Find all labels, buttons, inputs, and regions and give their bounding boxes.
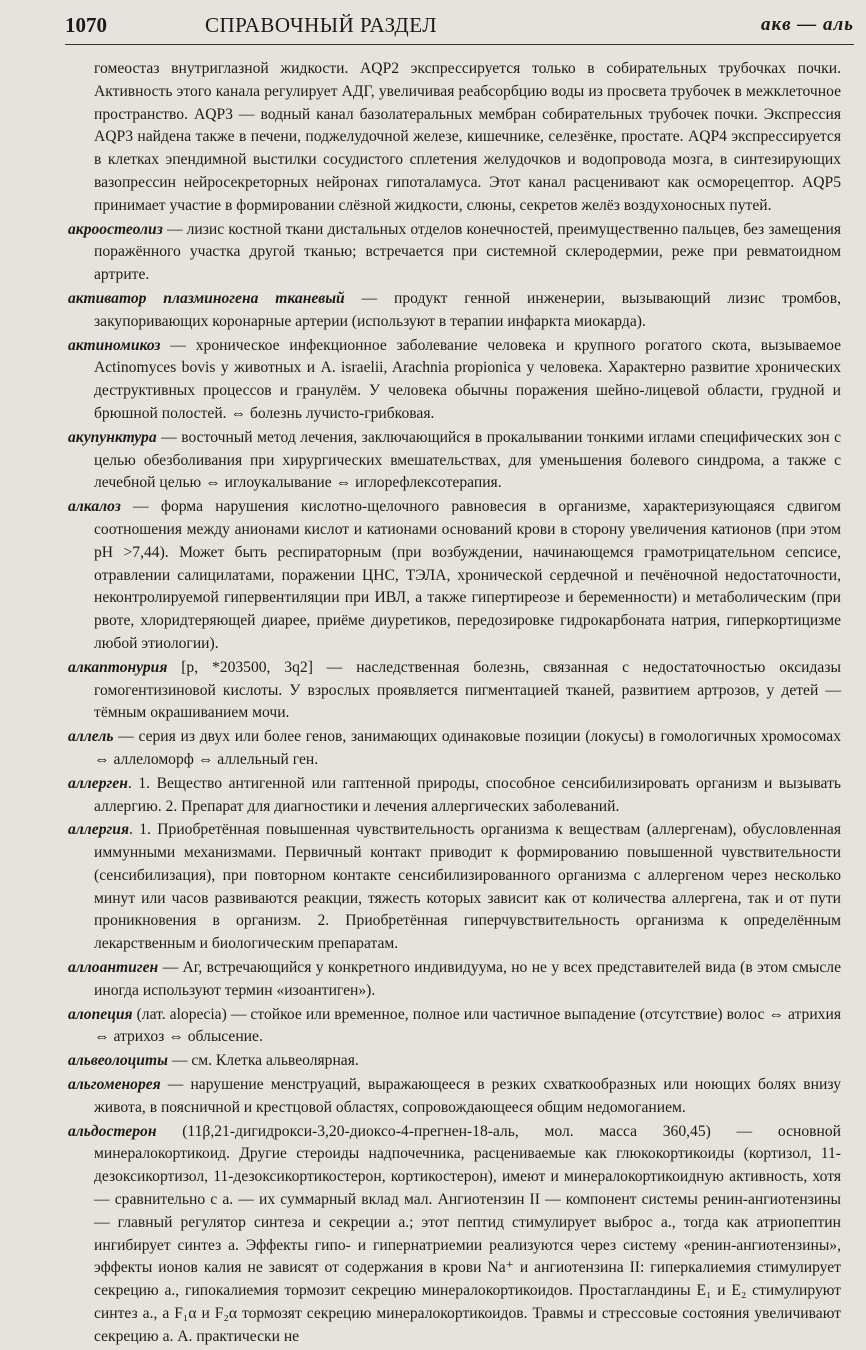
entry-term: алкаптонурия (68, 658, 168, 676)
dictionary-entry (68, 496, 841, 656)
dictionary-entry (68, 1004, 841, 1050)
page-number: 1070 (65, 12, 107, 37)
dictionary-entry (68, 1121, 841, 1349)
entry-range: акв — аль (760, 14, 854, 35)
entry-text: (лат. alopecia) — стойкое или временное, полное или частичное выпадение (отсутствие) волос ⇔ атрихия ⇔ атрихоз ⇔ облысение. (94, 1005, 841, 1046)
entry-term: аллергия (68, 821, 129, 839)
dictionary-entry (68, 819, 841, 956)
dictionary-entry (68, 957, 841, 1003)
dictionary-entry (68, 726, 841, 772)
entry-term: акупунктура (68, 428, 157, 446)
entry-text: (11β,21-дигидрокси-3,20-диоксо-4-прегнен-18-аль, мол. масса 360,45) — основной минералокортикоид. Другие стероиды надпочечника, расцениваемые как глюкокортикоиды (кортизол, 11-дезоксикортизол, 11-дезоксикортикостерон, кортикостерон), имеют и минералокортикоидную активность, хотя — сравнительно с а. — их суммарный вклад мал. Ангиотензин II — компонент системы ренин-ангиотензины — главный регулятор синтеза и секреции а.; этот пептид стимулирует выброс а., тогда как атриопептин ингибирует синтез а. Эффекты гипо- и гипернатриемии реализуются через систему «ренин-ангиотензины», эффекты ионов калия не зависят от содержания в крови Na⁺ и ангиотензина II: гиперкалиемия стимулирует секрецию а., гипокалиемия тормозит секрецию минералокортикоидов. Простагландины E₁ и E₂ стимулируют синтез а., а F₁α и F₂α тормозят секрецию минералокортикоидов. Травмы и стрессовые состояния увеличивают секрецию а. А. практически не (94, 1122, 841, 1345)
entry-text: — нарушение менструаций, выражающееся в резких схваткообразных или ноющих болях внизу живота, в поясничной и крестцовой областях, сопровождающееся общим недомоганием. (94, 1076, 841, 1116)
entry-text: — хроническое инфекционное заболевание человека и крупного рогатого скота, вызываемое Actinomyces bovis у животных и A. israelii, Arachnia propionica у человека. Характерно развитие хронических деструктивных процессов и гранулём. У человека обычны поражения шейно-лицевой области, грудной и брюшной полостей. ⇔ болезнь лучисто-грибковая. (94, 336, 841, 422)
section-title: СПРАВОЧНЫЙ РАЗДЕЛ (205, 12, 438, 37)
entry-text: . 1. Приобретённая повышенная чувствительность организма к веществам (аллергенам), обусловленная иммунными механизмами. Первичный контакт приводит к формированию повышенной чувствительности (сенсибилизация), при повторном контакте сенсибилизированного организма с аллергеном через несколько минут или часов развиваются реакции, тяжесть которых зависит как от количества аллергена, так и от пути проникновения в организм. 2. Приобретённая гиперчувствительность организма к определённым лекарственным и биологическим препаратам. (94, 821, 841, 953)
entry-text: — форма нарушения кислотно-щелочного равновесия в организме, характеризующаяся сдвигом соотношения между анионами кислот и катионами оснований крови в сторону увеличения катионов (при этом pH >7,44). Может быть респираторным (при возбуждении, начинающемся грамотрицательном сепсисе, отравлении салицилатами, поражении ЦНС, ТЭЛА, хронической сердечной и печёночной недостаточности, неконтролируемой гипервентиляции при ИВЛ, а также гипертиреозе и беременности) и метаболическим (при рвоте, хлоридтеряющей диарее, приёме диуретиков, передозировке гидрокарбоната натрия, гиперкортицизме любой этиологии). (94, 498, 841, 652)
entry-term: альдостерон (68, 1122, 157, 1140)
dictionary-entry (68, 335, 841, 426)
entry-text: [р, *203500, 3q2] — наследственная болезнь, связанная с недостаточностью оксидазы гомогентизиновой кислоты. У взрослых проявляется пигментацией тканей, развитием артрозов, у детей — тёмным окрашиванием мочи. (94, 658, 841, 722)
entry-term: алкалоз (68, 498, 121, 516)
entry-text: — продукт генной инженерии, вызывающий лизис тромбов, закупоривающих коронарные артерии (используют в терапии инфаркта миокарда). (94, 289, 841, 330)
entry-text: . 1. Вещество антигенной или гаптенной природы, способное сенсибилизировать организм и вызывать аллергию. 2. Препарат для диагностики и лечения аллергических заболеваний. (94, 774, 841, 815)
entry-text: — см. Клетка альвеолярная. (167, 1052, 359, 1070)
entry-term: акроостеолиз (68, 220, 163, 238)
dictionary-entry (68, 1074, 841, 1120)
entry-term: аллоантиген (68, 959, 159, 977)
dictionary-entry (68, 58, 841, 218)
entry-text: — серия из двух или более генов, занимающих одинаковые позиции (локусы) в гомологичных хромосомах ⇔ аллеломорф ⇔ аллельный ген. (94, 728, 841, 768)
dictionary-entry (68, 773, 841, 819)
entry-term: аллель (68, 728, 114, 746)
dictionary-entry (68, 657, 841, 725)
entry-term: алопеция (68, 1005, 133, 1023)
entry-term: альгоменорея (68, 1076, 161, 1094)
dictionary-content (68, 58, 841, 1350)
entry-term: аллерген (68, 774, 128, 792)
header-rule (65, 44, 854, 45)
entry-term: актиномикоз (68, 336, 161, 354)
dictionary-entry (68, 219, 841, 287)
entry-text: — восточный метод лечения, заключающийся в прокалывании тонкими иглами специфических зон с целью обезболивания при хирургических вмешательствах, для уменьшения болевого синдрома, а также с лечебной целью ⇔ иглоукалывание ⇔ иглорефлексотерапия. (94, 428, 841, 492)
dictionary-entry (68, 427, 841, 495)
entry-text: гомеостаз внутриглазной жидкости. AQP2 экспрессируется только в собирательных трубочках почки. Активность этого канала регулирует АДГ, увеличивая реабсорбцию воды из просвета трубочек в межклеточное пространство. AQP3 — водный канал базолатеральных мембран собирательных трубочек почки. Экспрессия AQP3 найдена также в печени, поджелудочной железе, кишечнике, селезёнке, простате. AQP4 экспрессируется в клетках эпендимной выстилки сосудистого сплетения желудочков и водопровода мозга, в синтезирующих вазопрессин нейросекреторных нейронах гипоталамуса. Этот канал расценивают как осморецептор. AQP5 принимает участие в формировании слёзной жидкости, слюны, секретов желёз воздухоносных путей. (94, 60, 841, 214)
entry-text: — лизис костной ткани дистальных отделов конечностей, преимущественно пальцев, без замещения поражённого участка другой тканью; встречается при системной склеродермии, реже при ревматоидном артрите. (94, 220, 841, 284)
running-header (65, 8, 854, 42)
dictionary-entry (68, 288, 841, 334)
entry-term: активатор плазминогена тканевый (68, 289, 345, 307)
entry-term: альвеолоциты (68, 1052, 168, 1070)
entry-text: — Аг, встречающийся у конкретного индивидуума, но не у всех представителей вида (в этом смысле иногда используют термин «изоантиген»). (94, 959, 841, 999)
dictionary-entry (68, 1050, 841, 1073)
